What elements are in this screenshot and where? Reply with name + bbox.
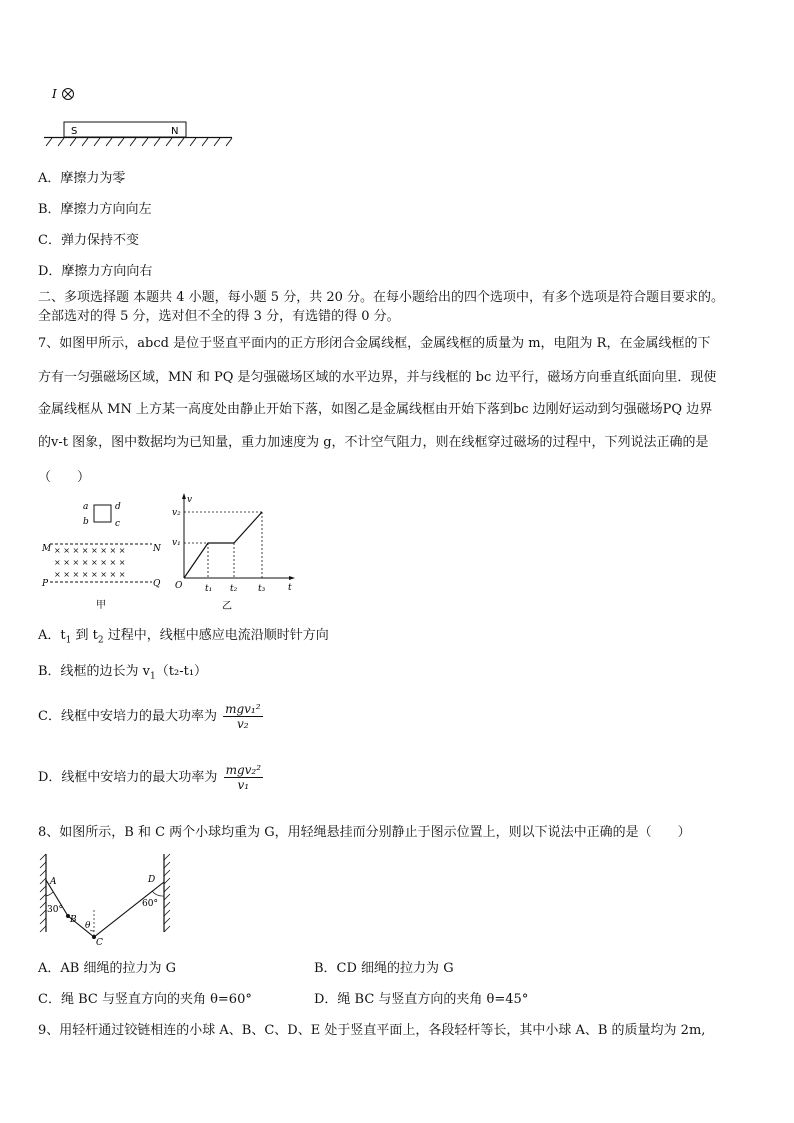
q8-rope-figure xyxy=(38,852,178,948)
svg-text:× × × × × × × ×: × × × × × × × × xyxy=(54,546,126,555)
q7-line2: 方有一匀强磁场区域，MN 和 PQ 是匀强磁场区域的水平边界，并与线框的 bc 边平行，磁场方向垂直纸面向里．现使 xyxy=(38,370,717,385)
q6-option-d: D．摩擦力方向向右 xyxy=(38,264,153,279)
q7-line3: 金属线框从 MN 上方某一高度处由静止开始下落，如图乙是金属线框由开始下落到bc 边刚好运动到匀强磁场PQ 边界 xyxy=(38,402,713,417)
label-c: c xyxy=(115,519,121,529)
label-Q: Q xyxy=(153,579,161,589)
label-P: P xyxy=(42,579,49,589)
fraction-numerator: mgv₂² xyxy=(225,763,262,777)
q7-option-b: B．线框的边长为 $v_1(t_2-t_1)$ xyxy=(38,664,208,682)
q8-stem: 8、如图所示，B 和 C 两个小球均重为 G，用轻绳悬挂而分别静止于图示位置上，则以下说法中正确的是（ ） xyxy=(38,825,691,840)
magnet-n-label: N xyxy=(171,126,179,137)
origin-label: O xyxy=(175,581,183,591)
q7-option-c xyxy=(38,702,263,731)
t1-label: t₁ xyxy=(205,584,213,594)
fraction-denominator: v₂ xyxy=(237,717,249,731)
left-wall-hatching xyxy=(40,854,46,932)
q6-option-c: C．弹力保持不变 xyxy=(38,233,139,248)
magnet-s-label: S xyxy=(71,126,78,137)
v2-label: v₂ xyxy=(172,508,181,518)
q7-option-c-text: C．线框中安培力的最大功率为 xyxy=(38,709,217,724)
label-N: N xyxy=(153,544,161,554)
q6-option-b: B．摩擦力方向向左 xyxy=(38,202,152,217)
label-b: b xyxy=(83,517,89,527)
caption-yi: 乙 xyxy=(222,601,232,612)
figure-yi-vt-graph xyxy=(170,490,300,615)
angle-30-arc xyxy=(46,892,53,896)
q7-option-d xyxy=(38,763,263,792)
q7-line4: 的v-t 图象，图中数据均为已知量，重力加速度为 g，不计空气阻力，则在线框穿过磁场的过程中，下列说法正确的是 xyxy=(38,435,709,450)
bar-magnet xyxy=(64,122,186,137)
label-a: a xyxy=(83,502,89,512)
caption-jia: 甲 xyxy=(96,600,106,611)
q7-option-b-prefix: B．线框的边长为 v xyxy=(38,664,151,679)
q7-option-a-text: 过程中，线框中感应电流沿顺时针方向 xyxy=(103,628,329,643)
point-C-label: C xyxy=(96,938,103,948)
figure-jia-magnetic-field xyxy=(38,495,166,615)
q8-option-c: C．绳 BC 与竖直方向的夹角 θ=60° xyxy=(38,992,252,1007)
fraction-numerator: mgv₁² xyxy=(225,702,261,716)
q7-option-c-fraction xyxy=(223,702,262,731)
q6-option-a: A．摩擦力为零 xyxy=(38,171,126,186)
magnet-figure xyxy=(40,82,240,154)
angle-60-arc xyxy=(152,891,164,896)
section2-line1: 二、多项选择题 本题共 4 小题，每小题 5 分，共 20 分。在每小题给出的四个选项中，有多个选项是符合题目要求的。 xyxy=(38,290,725,305)
q8-option-d: D．绳 BC 与竖直方向的夹角 θ=45° xyxy=(314,992,529,1007)
field-crosses xyxy=(54,546,125,579)
point-D-label: D xyxy=(148,875,156,885)
label-M: M xyxy=(42,544,52,554)
guide-lines xyxy=(184,512,262,578)
q9-stem: 9、用轻杆通过铰链相连的小球 A、B、C、D、E 处于竖直平面上，各段轻杆等长，其中小球 A、B 的质量均为 2m, xyxy=(38,1023,706,1038)
q7-option-b-suffix: （t₂-t₁） xyxy=(155,664,208,679)
current-into-page-icon xyxy=(63,89,74,100)
q7-answer-paren: （ ） xyxy=(38,470,91,485)
angle-60-label: 60° xyxy=(142,899,158,909)
theta-arc xyxy=(90,930,94,931)
right-wall-hatching xyxy=(164,854,170,932)
t2-label: t₂ xyxy=(230,584,238,594)
t-axis-label: t xyxy=(288,583,292,593)
square-coil xyxy=(94,505,111,522)
theta-label: θ xyxy=(85,921,91,931)
angle-30-label: 30° xyxy=(47,905,63,915)
q7-line1: 7、如图甲所示，abcd 是位于竖直平面内的正方形闭合金属线框，金属线框的质量为 m，电阻为 R，在金属线框的下 xyxy=(38,336,711,351)
point-B-label: B xyxy=(70,915,77,925)
q7-option-a-prefix: A． xyxy=(38,628,61,643)
q8-option-b: B．CD 细绳的拉力为 G xyxy=(314,961,454,976)
q7-option-a-t1: t xyxy=(60,628,66,643)
q7-option-a-t2: t xyxy=(92,628,98,643)
fraction-denominator: v₁ xyxy=(237,778,250,792)
section2-line2: 全部选对的得 5 分，选对但不全的得 3 分，有选错的得 0 分。 xyxy=(38,309,400,324)
label-d: d xyxy=(115,502,121,512)
q7-option-a: A．$t_1$ 到 $t_2$ 过程中，线框中感应电流沿顺时针方向 xyxy=(38,628,329,646)
v-axis-label: v xyxy=(187,495,193,505)
current-label: I xyxy=(52,87,57,101)
q7-option-d-fraction xyxy=(224,763,263,792)
svg-text:× × × × × × × ×: × × × × × × × × xyxy=(54,570,126,579)
q7-option-d-text: D．线框中安培力的最大功率为 xyxy=(38,770,218,785)
vt-curve xyxy=(184,512,262,578)
t3-label: t₃ xyxy=(258,584,266,594)
q7-option-a-mid: 到 xyxy=(71,628,93,643)
svg-text:× × × × × × × ×: × × × × × × × × xyxy=(54,558,126,567)
q8-option-a: A．AB 细绳的拉力为 G xyxy=(38,961,176,976)
v1-label: v₁ xyxy=(172,538,181,548)
point-A-label: A xyxy=(50,877,57,887)
table-hatching xyxy=(46,138,232,146)
